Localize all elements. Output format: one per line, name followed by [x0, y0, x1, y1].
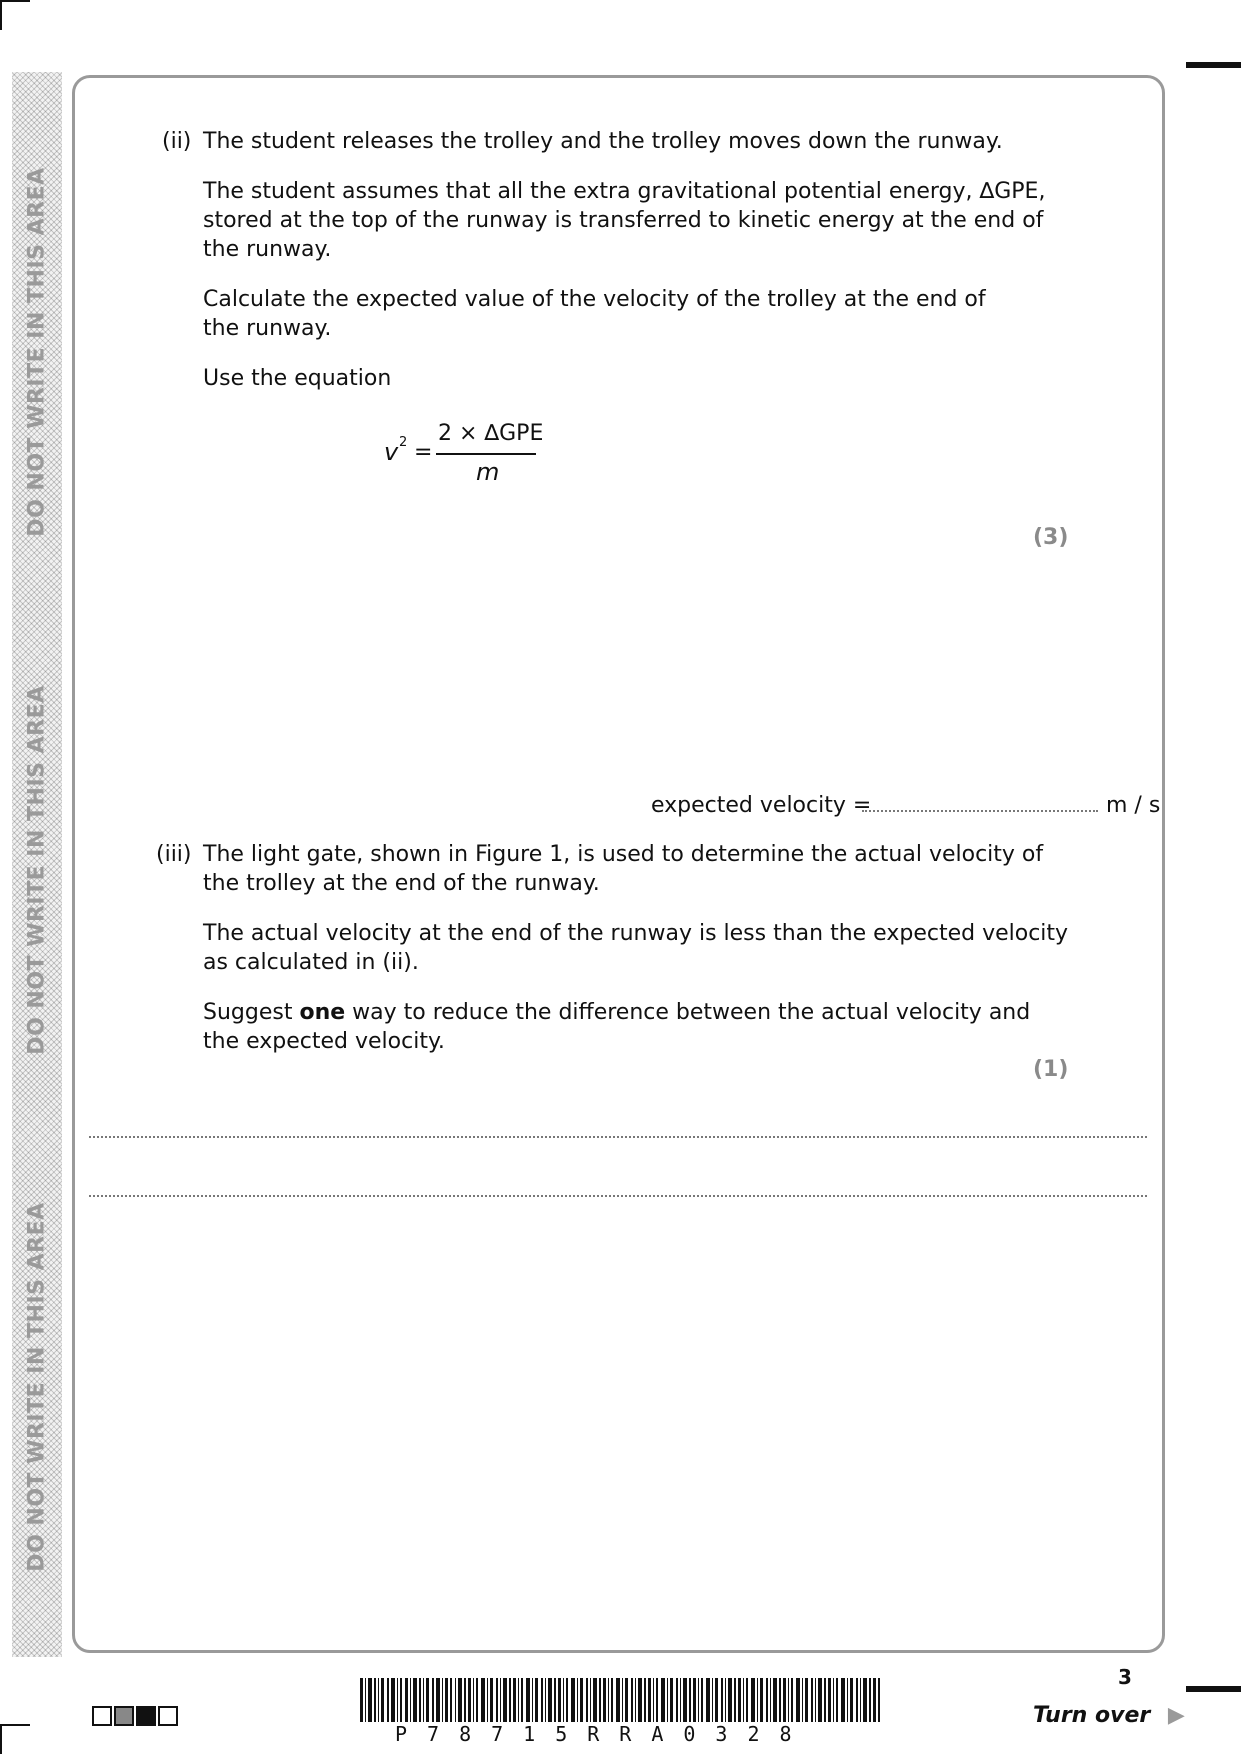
- emphasis: one: [299, 1000, 346, 1025]
- marker-square: [136, 1706, 156, 1726]
- question-text: [203, 998, 1030, 1027]
- question-text-part: way to reduce the difference between the actual velocity and: [345, 1000, 1031, 1025]
- question-text: The light gate, shown in Figure 1, is used to determine the actual velocity of: [203, 842, 1044, 867]
- answer-line[interactable]: [89, 1195, 1147, 1197]
- question-text: as calculated in (ii).: [203, 950, 419, 975]
- marks-indicator: (3): [1033, 525, 1069, 550]
- marker-square: [158, 1706, 178, 1726]
- answer-label: expected velocity =: [651, 793, 872, 818]
- page-number: 3: [1118, 1665, 1132, 1689]
- crop-mark: [0, 0, 30, 2]
- triangle-right-icon: ▶: [1167, 1703, 1185, 1728]
- question-text: Calculate the expected value of the velocity of the trolley at the end of: [203, 287, 986, 312]
- equation-lhs: v: [384, 438, 399, 466]
- question-text: The student assumes that all the extra gravitational potential energy, ∆GPE,: [203, 179, 1046, 204]
- crop-mark: [0, 0, 2, 30]
- barcode: [360, 1678, 880, 1722]
- equation: [382, 420, 542, 490]
- equation-exponent: 2: [399, 435, 408, 450]
- question-text: Use the equation: [203, 366, 392, 391]
- question-text: The actual velocity at the end of the runway is less than the expected velocity: [203, 921, 1069, 946]
- marks-indicator: (1): [1033, 1057, 1069, 1082]
- question-text: The student releases the trolley and the trolley moves down the runway.: [203, 129, 1003, 154]
- barcode-number: P78715RRA0328: [395, 1722, 812, 1746]
- page-marker-squares: [92, 1706, 178, 1726]
- answer-field-velocity[interactable]: [862, 810, 1098, 812]
- turn-over: [1033, 1703, 1185, 1728]
- question-label: (iii): [156, 842, 192, 867]
- marker-square: [92, 1706, 112, 1726]
- turn-over-label: Turn over: [1033, 1703, 1151, 1728]
- question-label: (ii): [162, 129, 192, 154]
- crop-mark: [0, 1724, 2, 1754]
- answer-unit: m / s: [1106, 793, 1161, 818]
- question-text: the runway.: [203, 316, 332, 341]
- answer-line[interactable]: [89, 1136, 1147, 1138]
- crop-mark: [1186, 1686, 1241, 1692]
- question-text-part: Suggest: [203, 1000, 300, 1025]
- question-text: the runway.: [203, 237, 332, 262]
- question-text: the trolley at the end of the runway.: [203, 871, 600, 896]
- question-text: the expected velocity.: [203, 1029, 445, 1054]
- equation-denominator: m: [476, 458, 500, 486]
- marker-square: [114, 1706, 134, 1726]
- question-text: stored at the top of the runway is transferred to kinetic energy at the end of: [203, 208, 1044, 233]
- crop-mark: [1186, 62, 1241, 68]
- fraction-bar: [436, 453, 536, 455]
- equation-numerator: 2 × ∆GPE: [438, 421, 544, 446]
- equation-equals: =: [414, 440, 433, 465]
- crop-mark: [0, 1724, 30, 1726]
